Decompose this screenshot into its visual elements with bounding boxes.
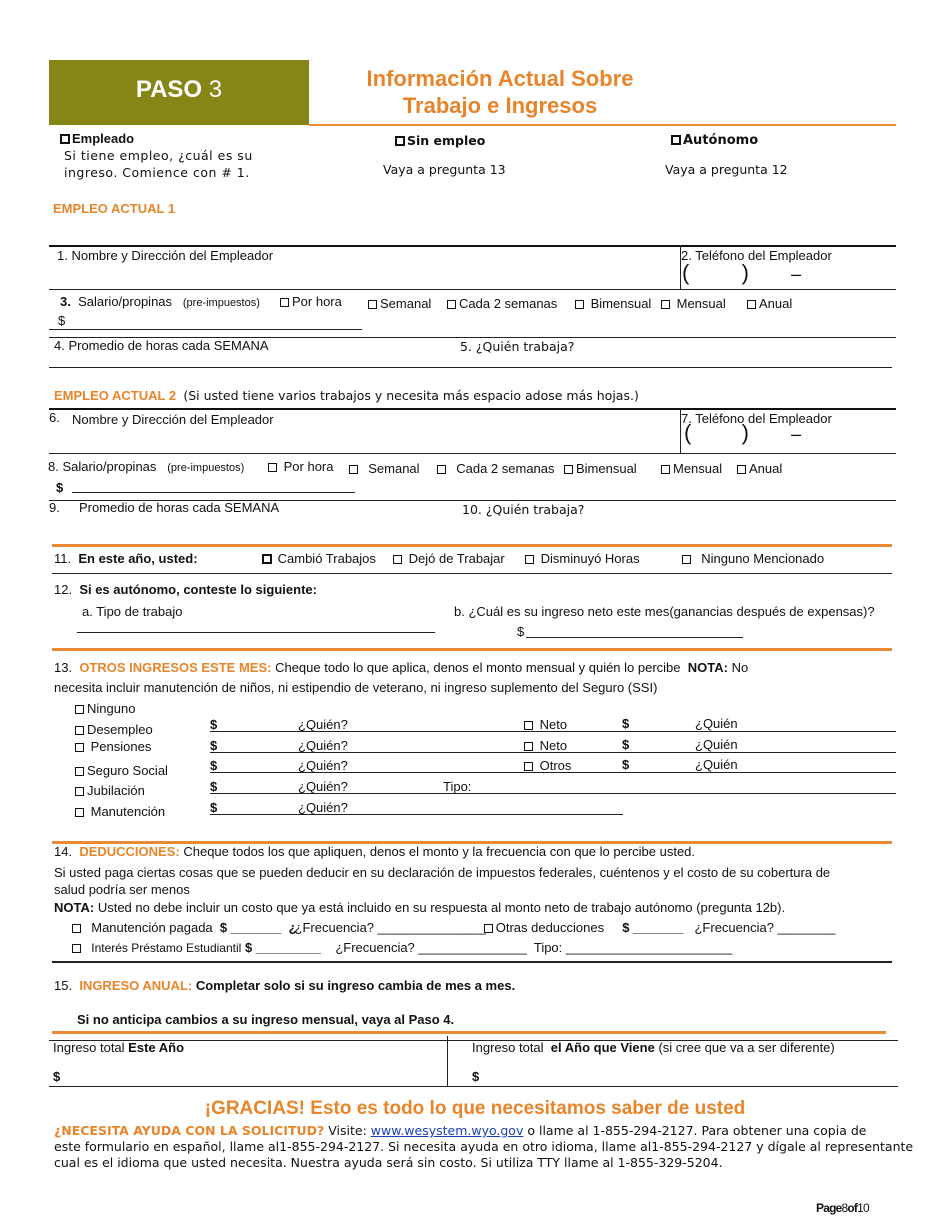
q12-num: 12. (54, 582, 73, 597)
q15-right-bold: el Año que Viene (550, 1040, 655, 1055)
q12-row (54, 582, 317, 597)
paren-open: ( (684, 420, 692, 445)
job2-heading-row (54, 388, 639, 403)
q14-nota-label: NOTA: (54, 900, 95, 915)
q8-opt-hourly[interactable] (268, 459, 334, 474)
q2-label: 2. Teléfono del Empleador (681, 248, 832, 263)
q13-nota-label: NOTA: (687, 660, 728, 675)
q13-opt-social-security[interactable] (75, 763, 168, 778)
q8-opt-biweekly[interactable] (437, 461, 555, 476)
q15-text: Completar solo si su ingreso cambia de mes a mes. (195, 978, 516, 993)
help-line-2: este formulario en español, llame al1-855-294-2127. Si necesita ayuda en otro idioma, llame al1-855-294-2127 y dígale al representante (54, 1139, 914, 1154)
q15-num: 15. (54, 978, 73, 993)
option-label: Dejó de Trabajar (408, 551, 505, 566)
freq-label: Semanal (368, 461, 420, 476)
page-of: of (847, 1201, 858, 1215)
q3-opt-monthly[interactable] (661, 296, 726, 311)
q8-label: 8. Salario/propinas (48, 459, 157, 474)
q15-line2: Si no anticipa cambios a su ingreso mensual, vaya al Paso 4. (77, 1012, 455, 1027)
checkbox-icon[interactable] (564, 465, 573, 474)
self-employed-option[interactable] (671, 133, 758, 148)
phone-dash: – (791, 424, 802, 444)
page-total: 10 (857, 1201, 869, 1215)
q13-opt-net-2[interactable] (524, 738, 567, 753)
employed-option[interactable] (60, 131, 134, 146)
q13-who-3: ¿Quién? (298, 758, 348, 773)
checkbox-icon[interactable] (75, 726, 84, 735)
q13-dollar-2: $ (210, 738, 218, 753)
q14-row2-amt[interactable]: $ _________ (244, 940, 321, 955)
q13-text: Cheque todo lo que aplica, denos el monto mensual y quién lo percibe (275, 660, 681, 675)
item-label: Desempleo (87, 722, 153, 737)
q15-row (54, 978, 515, 993)
q5-label: 5. ¿Quién trabaja? (460, 339, 575, 354)
item-label: Neto (539, 717, 568, 732)
freq-label: Por hora (292, 294, 342, 309)
checkbox-icon[interactable] (395, 136, 405, 146)
freq-label: Cada 2 semanas (459, 296, 558, 311)
q11-opt-quit[interactable] (393, 551, 505, 566)
job2-heading-note: (Si usted tiene varios trabajos y necesita más espacio adose más hojas.) (183, 388, 639, 403)
q8-dollar: $ (56, 480, 64, 495)
employed-label: Empleado (72, 131, 135, 146)
checkbox-icon[interactable] (524, 721, 533, 730)
freq-label: Anual (749, 461, 783, 476)
q14-row1-amt2[interactable]: $ _______ (622, 920, 684, 935)
q13-dollar-1: $ (210, 717, 218, 732)
checkbox-icon[interactable] (75, 787, 84, 796)
unemployed-label: Sin empleo (407, 133, 486, 148)
q8-opt-weekly[interactable] (349, 461, 420, 476)
q7-label: 7. Teléfono del Empleador (681, 411, 832, 426)
q12b-line[interactable] (526, 637, 743, 638)
option-label: Ninguno Mencionado (701, 551, 825, 566)
checkbox-icon[interactable] (575, 300, 584, 309)
q3-dollar: $ (58, 313, 66, 328)
help-visit: Visite: (328, 1123, 367, 1138)
q14-row1-b: Otras deducciones (495, 920, 605, 935)
self-employed-label: Autónomo (683, 133, 759, 148)
q13-line-5[interactable] (210, 814, 623, 815)
q14-row2-tipo[interactable]: Tipo: _______________________ (533, 940, 733, 955)
q14-bottom-rule (52, 961, 892, 963)
q13-opt-other[interactable] (524, 758, 571, 773)
self-employed-note: Vaya a pregunta 12 (665, 162, 788, 177)
checkbox-icon[interactable] (393, 555, 402, 564)
q15-rule (52, 1031, 886, 1034)
help-line-3: cual es el idioma que usted necesita. Nuestra ayuda será sin costo. Si utiliza TTY llame al 1-855-329-5204. (54, 1155, 723, 1170)
q11-opt-none[interactable] (682, 551, 824, 566)
checkbox-icon[interactable] (524, 742, 533, 751)
title-line-2: Trabajo e Ingresos (402, 93, 598, 118)
q11-opt-changed[interactable] (262, 551, 376, 566)
q12b-label: b. ¿Cuál es su ingreso neto este mes(ganancias después de expensas)? (454, 604, 875, 619)
q14-row1-freq2[interactable]: ¿Frecuencia? ________ (694, 920, 836, 935)
item-label: Manutención (90, 804, 166, 819)
q6-num: 6. (49, 410, 60, 425)
title-line-1: Información Actual Sobre (366, 66, 634, 91)
q13-opt-support[interactable] (75, 804, 165, 819)
q3-label: Salario/propinas (78, 294, 173, 309)
page-title (310, 65, 690, 119)
item-label: Ninguno (87, 701, 136, 716)
q3-salary-line[interactable] (49, 329, 362, 330)
job2-heading: EMPLEO ACTUAL 2 (54, 388, 177, 403)
checkbox-icon[interactable] (368, 300, 377, 309)
checkbox-icon[interactable] (72, 944, 81, 953)
thanks-heading: ¡GRACIAS! Esto es todo lo que necesitamos saber de usted (204, 1098, 746, 1119)
phone1-field[interactable] (682, 260, 801, 286)
q15-right-text: Ingreso total (472, 1040, 544, 1055)
help-label: ¿NECESITA AYUDA CON LA SOLICITUD? (54, 1123, 325, 1138)
q11-num: 11. (54, 551, 72, 566)
q13-opt-net-1[interactable] (524, 717, 567, 732)
freq-label: Bimensual (590, 296, 652, 311)
q3-opt-hourly[interactable] (280, 294, 342, 309)
q12a-label: a. Tipo de trabajo (82, 604, 183, 619)
q14-opt-other-deductions[interactable] (484, 920, 604, 935)
q14-num: 14. (54, 844, 73, 859)
page-number (816, 1201, 869, 1215)
q12-label: Si es autónomo, conteste lo siguiente: (79, 582, 317, 597)
q10-label: 10. ¿Quién trabaja? (462, 502, 585, 517)
q13-opt-pensions[interactable] (75, 739, 151, 754)
q14-nota (54, 900, 785, 915)
q11-row (54, 551, 198, 566)
q8-opt-bimonthly[interactable] (564, 461, 637, 476)
job1-rule-4 (49, 367, 892, 368)
q6-label: Nombre y Dirección del Empleador (72, 412, 274, 427)
job2-rule-2 (49, 453, 896, 454)
q11-opt-reduced[interactable] (525, 551, 640, 566)
checkbox-icon[interactable] (75, 705, 84, 714)
q15-left-dollar[interactable]: $ (53, 1069, 61, 1084)
q13-right-who-1: ¿Quién (695, 716, 738, 731)
q13-right-dollar-1: $ (622, 716, 630, 731)
checkbox-icon[interactable] (262, 554, 272, 564)
unemployed-note: Vaya a pregunta 13 (383, 162, 506, 177)
q14-heading: DEDUCCIONES: (79, 844, 180, 859)
checkbox-icon[interactable] (437, 465, 446, 474)
q13-right-dollar-3: $ (622, 757, 630, 772)
checkbox-icon[interactable] (72, 924, 81, 933)
q3-num: 3. (60, 294, 71, 309)
help-line-1 (54, 1123, 866, 1138)
q15-divider (447, 1036, 448, 1086)
paren-close: ) (741, 420, 749, 445)
q11-bottom-rule (52, 573, 892, 574)
page-label: Page (816, 1201, 842, 1215)
q11-label: En este año, usted: (78, 551, 198, 566)
checkbox-icon[interactable] (447, 300, 456, 309)
checkbox-icon[interactable] (524, 762, 533, 771)
q15-right-dollar[interactable]: $ (472, 1069, 480, 1084)
item-label: Jubilación (87, 783, 145, 798)
q14-row1-a: Manutención pagada (91, 920, 213, 935)
freq-label: Por hora (283, 459, 334, 474)
freq-label: Bimensual (576, 461, 637, 476)
q12b-dollar: $ (517, 624, 525, 639)
item-label: Pensiones (90, 739, 152, 754)
q13-line2: necesita incluir manutención de niños, ni estipendio de veterano, ni ingreso suplemento del Seguro (SSI) (54, 680, 658, 695)
q15-left-bold: Este Año (128, 1040, 185, 1055)
q13-dollar-4: $ (210, 779, 218, 794)
phone-dash: – (791, 264, 802, 284)
q14-nota-text: Usted no debe incluir un costo que ya está incluido en su respuesta al monto neto de trabajo autónomo (pregunta 12b). (97, 900, 786, 915)
checkbox-icon[interactable] (268, 463, 277, 472)
q13-opt-retirement[interactable] (75, 783, 145, 798)
q9-num: 9. (49, 500, 60, 515)
item-label: Otros (539, 758, 572, 773)
q13-right-dollar-2: $ (622, 737, 630, 752)
checkbox-icon[interactable] (661, 300, 670, 309)
q8-opt-monthly[interactable] (661, 461, 722, 476)
website-link[interactable]: www.wesystem.wyo.gov (370, 1123, 524, 1138)
checkbox-icon[interactable] (484, 924, 493, 933)
q15-table-bottom (49, 1086, 898, 1087)
option-label: Disminuyó Horas (540, 551, 640, 566)
q13-row (54, 660, 748, 675)
item-label: Seguro Social (87, 763, 168, 778)
checkbox-icon[interactable] (525, 555, 534, 564)
q9-label: Promedio de horas cada SEMANA (79, 500, 280, 515)
job1-heading: EMPLEO ACTUAL 1 (53, 201, 176, 216)
header-rule (309, 124, 896, 126)
q14-row2 (72, 940, 732, 955)
checkbox-icon[interactable] (349, 465, 358, 474)
q14-row1: Manutención pagada $ _______ ¿¿Frecuencia? _______________ Otras deducciones $ _______ ¿Frecuencia? ________ (72, 920, 835, 935)
checkbox-icon[interactable] (747, 300, 756, 309)
q4-label: 4. Promedio de horas cada SEMANA (54, 338, 269, 353)
q15-left-text: Ingreso total (53, 1040, 125, 1055)
q8-pre: (pre-impuestos) (167, 462, 245, 474)
q13-who-2: ¿Quién? (298, 738, 348, 753)
checkbox-icon[interactable] (75, 767, 84, 776)
q3-opt-biweekly[interactable] (447, 296, 557, 311)
q3-pre: (pre-impuestos) (182, 297, 260, 309)
phone2-field[interactable] (684, 420, 801, 446)
q8-row (48, 459, 244, 474)
q3-opt-annual[interactable] (747, 296, 792, 311)
paren-open: ( (682, 260, 690, 285)
q3-row (60, 294, 260, 309)
q13-who-5: ¿Quién? (298, 800, 348, 815)
q15-right-label (472, 1040, 835, 1055)
checkbox-icon[interactable] (671, 135, 681, 145)
q12-bottom-rule (52, 648, 892, 651)
page-num: 8 (841, 1201, 848, 1215)
option-label: Cambió Trabajos (277, 551, 376, 566)
job1-rule-2 (49, 289, 896, 290)
q13-tipo: Tipo: (443, 779, 472, 794)
help-line-1-rest: o llame al 1-855-294-2127. Para obtener una copia de (527, 1123, 867, 1138)
q13-who-4: ¿Quién? (298, 779, 348, 794)
q13-num: 13. (54, 660, 73, 675)
freq-label: Cada 2 semanas (456, 461, 555, 476)
job2-top-rule (49, 408, 896, 410)
q13-dollar-3: $ (210, 758, 218, 773)
paren-close: ) (741, 260, 749, 285)
q15-heading: INGRESO ANUAL: (79, 978, 193, 993)
q13-right-who-2: ¿Quién (695, 737, 738, 752)
employed-note-2: ingreso. Comience con # 1. (64, 165, 250, 180)
checkbox-icon[interactable] (682, 555, 691, 564)
checkbox-icon[interactable] (60, 134, 70, 144)
employed-note-1: Si tiene empleo, ¿cuál es su (64, 148, 253, 163)
q12a-line[interactable] (77, 632, 435, 633)
q11-top-rule (52, 544, 892, 547)
checkbox-icon[interactable] (661, 465, 670, 474)
q14-text: Cheque todos los que apliquen, denos el monto y la frecuencia con que lo percibe usted. (183, 844, 696, 859)
q3-opt-weekly[interactable] (368, 296, 431, 311)
freq-label: Mensual (676, 296, 726, 311)
q15-right-note: (si cree que va a ser diferente) (658, 1040, 835, 1055)
q13-opt-unemployment[interactable] (75, 722, 153, 737)
q1-label: 1. Nombre y Dirección del Empleador (57, 248, 274, 263)
step-number: 3 (208, 76, 223, 103)
freq-label: Anual (759, 296, 793, 311)
step-word: PASO (135, 76, 203, 103)
checkbox-icon[interactable] (75, 743, 84, 752)
q14-row (54, 844, 695, 859)
q13-who-1: ¿Quién? (298, 717, 348, 732)
q14-row1-amt[interactable]: $ _______ (219, 920, 282, 935)
q3-opt-bimonthly[interactable] (575, 296, 651, 311)
job1-top-rule (49, 245, 896, 247)
q14-row2-a: Interés Préstamo Estudiantil (91, 941, 242, 955)
q14-line3: salud podría ser menos (54, 882, 190, 897)
q13-right-who-3: ¿Quién (695, 757, 738, 772)
checkbox-icon[interactable] (737, 465, 746, 474)
item-label: Neto (539, 738, 568, 753)
q13-line-4[interactable] (210, 793, 896, 794)
q14-row2-freq[interactable]: ¿Frecuencia? _______________ (335, 940, 527, 955)
checkbox-icon[interactable] (75, 808, 84, 817)
q13-dollar-5: $ (210, 800, 218, 815)
checkbox-icon[interactable] (280, 298, 289, 307)
q8-opt-annual[interactable] (737, 461, 782, 476)
step-label (49, 76, 309, 104)
freq-label: Semanal (380, 296, 432, 311)
unemployed-option[interactable] (395, 133, 485, 148)
q13-nota-text: No (731, 660, 749, 675)
q14-line2: Si usted paga ciertas cosas que se pueden deducir en su declaración de impuestos federales, cuéntenos y el costo de su cobertura de (54, 865, 831, 880)
freq-label: Mensual (673, 461, 723, 476)
q13-heading: OTROS INGRESOS ESTE MES: (79, 660, 272, 675)
q15-left-label (53, 1040, 184, 1055)
q14-opt-student-loan[interactable] (72, 940, 241, 955)
q14-opt-child-support[interactable] (72, 920, 213, 935)
q14-row1-freq[interactable]: ¿Frecuencia? _______________ (294, 920, 487, 935)
q13-opt-none[interactable] (75, 701, 135, 716)
q8-salary-line[interactable] (72, 492, 355, 493)
